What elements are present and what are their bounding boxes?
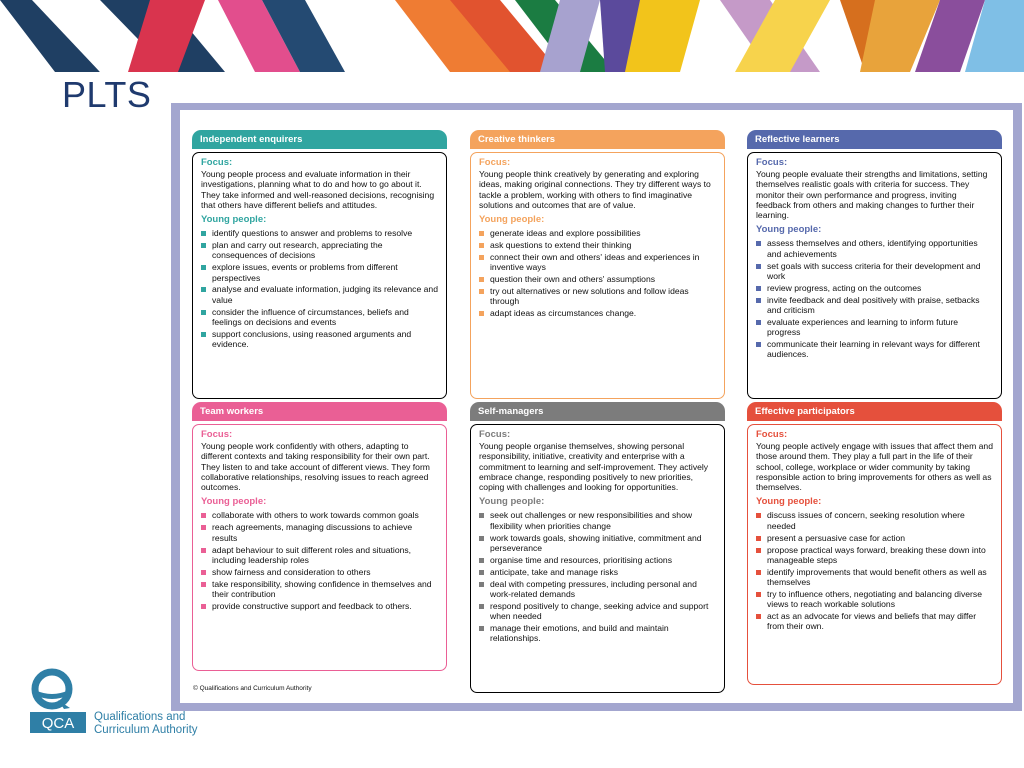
list-item: identify questions to answer and problems to resolve xyxy=(201,228,438,238)
list-item: try to influence others, negotiating and balancing diverse views to reach workable solutions xyxy=(756,589,993,610)
card-body xyxy=(470,424,725,693)
focus-label: Focus: xyxy=(756,429,788,440)
young-people-list xyxy=(479,510,716,643)
plts-poster-sheet xyxy=(180,110,1013,703)
young-people-list xyxy=(201,228,438,349)
list-item: present a persuasive case for action xyxy=(756,533,993,543)
focus-text: Young people evaluate their strengths and limitations, setting themselves realistic goals with criteria for success. They monitor their own performance and progress, inviting feedback from others and making changes to further their learning. xyxy=(756,169,988,221)
card-self-managers xyxy=(470,402,725,693)
list-item: try out alternatives or new solutions and follow ideas through xyxy=(479,286,716,307)
card-team-workers xyxy=(192,402,447,671)
card-body xyxy=(747,152,1002,399)
young-people-label: Young people: xyxy=(201,496,267,508)
list-item: discuss issues of concern, seeking resolution where needed xyxy=(756,510,993,531)
list-item: support conclusions, using reasoned arguments and evidence. xyxy=(201,329,438,350)
list-item: invite feedback and deal positively with praise, setbacks and criticism xyxy=(756,295,993,316)
list-item: show fairness and consideration to others xyxy=(201,567,438,577)
list-item: plan and carry out research, appreciating the consequences of decisions xyxy=(201,240,438,261)
list-item: ask questions to extend their thinking xyxy=(479,240,716,250)
card-independent-enquirers xyxy=(192,130,447,399)
logo-name-line-1: Qualifications and xyxy=(94,711,186,723)
plts-poster-panel xyxy=(171,103,1022,711)
young-people-label: Young people: xyxy=(479,496,545,508)
list-item: assess themselves and others, identifying opportunities and achievements xyxy=(756,238,993,259)
list-item: consider the influence of circumstances, beliefs and feelings on decisions and events xyxy=(201,307,438,328)
focus-text: Young people think creatively by generating and exploring ideas, making original connections. They try different ways to tackle a problem, working with others to find imaginative solutions and outcomes that are of value. xyxy=(479,169,711,210)
card-reflective-learners xyxy=(747,130,1002,399)
focus-text: Young people process and evaluate information in their investigations, planning what to do and how to go about it. They take informed and well-reasoned decisions, recognising that others have different beliefs and attitudes. xyxy=(201,169,435,210)
list-item: propose practical ways forward, breaking these down into manageable steps xyxy=(756,545,993,566)
young-people-label: Young people: xyxy=(756,224,822,236)
young-people-label: Young people: xyxy=(479,214,545,226)
decorative-ribbon-banner xyxy=(0,0,1024,72)
card-header: Reflective learners xyxy=(747,130,1002,149)
focus-text: Young people organise themselves, showing personal responsibility, initiative, creativity and enterprise with a commitment to learning and self-improvement. They actively embrace change, responding positively to new priorities, coping with challenges and looking for opportunities. xyxy=(479,441,709,493)
list-item: identify improvements that would benefit others as well as themselves xyxy=(756,567,993,588)
card-header: Creative thinkers xyxy=(470,130,725,149)
list-item: collaborate with others to work towards common goals xyxy=(201,510,438,520)
list-item: reach agreements, managing discussions to achieve results xyxy=(201,522,438,543)
copyright-notice: © Qualifications and Curriculum Authority xyxy=(193,685,312,692)
young-people-list xyxy=(756,238,993,359)
young-people-list xyxy=(756,510,993,631)
list-item: analyse and evaluate information, judging its relevance and value xyxy=(201,284,438,305)
qca-logo xyxy=(30,668,210,738)
list-item: manage their emotions, and build and maintain relationships. xyxy=(479,623,716,644)
focus-label: Focus: xyxy=(201,429,233,440)
list-item: question their own and others' assumptions xyxy=(479,274,716,284)
list-item: evaluate experiences and learning to inform future progress xyxy=(756,317,993,338)
list-item: seek out challenges or new responsibilities and show flexibility when priorities change xyxy=(479,510,716,531)
young-people-label: Young people: xyxy=(756,496,822,508)
card-header: Independent enquirers xyxy=(192,130,447,149)
list-item: adapt ideas as circumstances change. xyxy=(479,308,716,318)
card-body xyxy=(747,424,1002,685)
young-people-label: Young people: xyxy=(201,214,267,226)
card-header: Effective participators xyxy=(747,402,1002,421)
list-item: connect their own and others' ideas and experiences in inventive ways xyxy=(479,252,716,273)
list-item: act as an advocate for views and beliefs that may differ from their own. xyxy=(756,611,993,632)
card-body xyxy=(470,152,725,399)
list-item: adapt behaviour to suit different roles and situations, including leadership roles xyxy=(201,545,438,566)
qca-logo-mark xyxy=(30,668,88,734)
focus-label: Focus: xyxy=(479,429,511,440)
card-creative-thinkers xyxy=(470,130,725,399)
card-header: Self-managers xyxy=(470,402,725,421)
card-effective-participators xyxy=(747,402,1002,685)
focus-label: Focus: xyxy=(756,157,788,168)
slide-title: PLTS xyxy=(62,74,152,115)
focus-text: Young people work confidently with others, adapting to different contexts and taking responsibility for their own part. They listen to and take account of different views. They form collaborative relationships, resolving issues to reach agreed outcomes. xyxy=(201,441,430,493)
young-people-list xyxy=(201,510,438,611)
list-item: review progress, acting on the outcomes xyxy=(756,283,993,293)
list-item: respond positively to change, seeking advice and support when needed xyxy=(479,601,716,622)
card-body xyxy=(192,424,447,671)
list-item: generate ideas and explore possibilities xyxy=(479,228,716,238)
list-item: take responsibility, showing confidence in themselves and their contribution xyxy=(201,579,438,600)
card-body xyxy=(192,152,447,399)
list-item: set goals with success criteria for their development and work xyxy=(756,261,993,282)
logo-mark-text: QCA xyxy=(41,715,75,732)
list-item: organise time and resources, prioritising actions xyxy=(479,555,716,565)
logo-name-line-2: Curriculum Authority xyxy=(94,724,198,736)
list-item: explore issues, events or problems from different perspectives xyxy=(201,262,438,283)
list-item: communicate their learning in relevant ways for different audiences. xyxy=(756,339,993,360)
list-item: provide constructive support and feedback to others. xyxy=(201,601,438,611)
list-item: deal with competing pressures, including personal and work-related demands xyxy=(479,579,716,600)
focus-label: Focus: xyxy=(201,157,233,168)
list-item: work towards goals, showing initiative, commitment and perseverance xyxy=(479,533,716,554)
list-item: anticipate, take and manage risks xyxy=(479,567,716,577)
card-header: Team workers xyxy=(192,402,447,421)
young-people-list xyxy=(479,228,716,318)
focus-label: Focus: xyxy=(479,157,511,168)
focus-text: Young people actively engage with issues that affect them and those around them. They play a full part in the life of their school, college, workplace or wider community by taking responsible action to bring improvements for others as well as themselves. xyxy=(756,441,993,493)
